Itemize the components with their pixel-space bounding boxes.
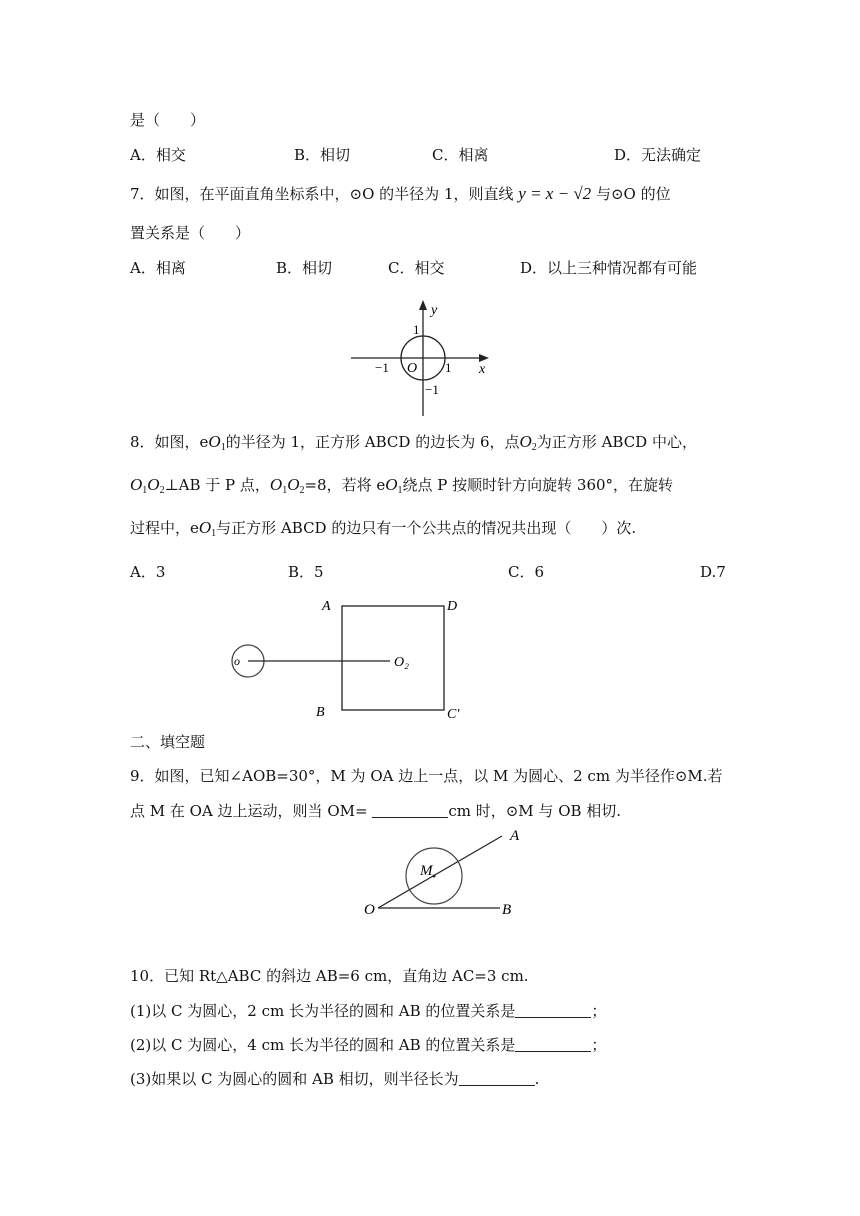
q10-part1 [130, 1001, 606, 1021]
q8-option-b: B．5 [288, 563, 324, 581]
y-label: y [431, 303, 438, 318]
q6-stem-tail: 是（ ） [130, 111, 206, 129]
q8-o1o2-a [130, 475, 165, 494]
q7-option-a: A．相离 [130, 259, 186, 277]
q6-option-a: A．相交 [130, 146, 186, 164]
q8-o1o2-b-o2: O [287, 475, 300, 494]
tick-label-y-neg1: −1 [425, 382, 439, 397]
square-abcd [342, 606, 444, 710]
center-m [433, 875, 436, 878]
q8-o1-symbol-2 [385, 475, 402, 494]
origin-label: O [407, 361, 418, 376]
label-a: A [322, 599, 331, 614]
q7-stem-line2: 置关系是（ ） [130, 224, 251, 242]
q8-l1-part3: 为正方形 ABCD 中心， [536, 433, 697, 451]
q8-o1-2-sub: 1 [397, 485, 403, 496]
q10-p3-text: (3)如果以 C 为圆心的圆和 AB 相切，则半径长为 [130, 1070, 459, 1088]
q10-p2-blank[interactable] [515, 1036, 591, 1052]
tick-label-x-1: 1 [445, 360, 452, 375]
q8-l1-part2: 的半径为 1，正方形 ABCD 的边长为 6，点 [225, 433, 520, 451]
q8-square-figure [222, 594, 472, 726]
q6-option-d: D．无法确定 [614, 146, 702, 164]
q10-part3 [130, 1069, 539, 1089]
q8-stem-line1 [130, 432, 697, 458]
q8-o1o2-a-o1: O [130, 475, 143, 494]
q8-o1-letter: O [208, 432, 221, 451]
section-title: 二、填空题 [130, 733, 206, 751]
q8-o2-symbol [520, 432, 537, 451]
q10-p3-end: . [534, 1070, 540, 1088]
q8-l3-part1: 过程中，e [130, 519, 199, 537]
q8-o1o2-a-s2: 2 [159, 485, 165, 496]
q8-o1-3-letter: O [198, 518, 212, 537]
q10-p1-text: (1)以 C 为圆心，2 cm 长为半径的圆和 AB 的位置关系是 [130, 1002, 516, 1020]
q10-p3-blank[interactable] [459, 1070, 535, 1086]
label-o2: O₂ [394, 655, 409, 670]
label-o1: o [234, 654, 240, 668]
label-c: C' [447, 707, 460, 722]
q10-stem: 10．已知 Rt△ABC 的斜边 AB=6 cm，直角边 AC=3 cm. [130, 967, 529, 985]
q8-o1-sub: 1 [220, 442, 226, 453]
q8-stem-line3 [130, 518, 636, 544]
q7-option-c: C．相交 [388, 259, 445, 277]
q8-l2-part1: ⊥AB 于 P 点， [164, 476, 270, 494]
q8-o1-symbol-3 [199, 518, 216, 537]
label-o: O [364, 902, 375, 918]
q8-l3-part2: 与正方形 ABCD 的边只有一个公共点的情况共出现（ ）次. [216, 519, 637, 537]
q9-stem-line1: 9．如图，已知∠AOB=30°，M 为 OA 边上一点，以 M 为圆心、2 cm 为半径作⊙M.若 [130, 767, 723, 785]
q7-stem-part2: 与⊙O 的位 [595, 185, 671, 203]
q7-option-d: D．以上三种情况都有可能 [520, 259, 698, 277]
q8-o1o2-b-o1: O [269, 475, 283, 494]
q10-p1-end: ； [591, 1002, 607, 1020]
x-axis-arrow-icon [479, 354, 489, 362]
q8-o1o2-a-s1: 1 [142, 485, 148, 496]
q7-coordinate-figure [345, 296, 495, 420]
tick-label-y-1: 1 [413, 322, 420, 337]
q8-option-d: D.7 [700, 563, 726, 581]
q9-answer-blank[interactable] [372, 802, 448, 818]
label-b: B [316, 705, 325, 720]
q9-l2-part1: 点 M 在 OA 边上运动，则当 OM= [130, 802, 368, 820]
tick-label-x-neg1: −1 [375, 360, 389, 375]
ray-oa [378, 836, 502, 908]
q8-o1-3-sub: 1 [211, 528, 217, 539]
q8-o2-letter: O [519, 432, 532, 451]
q8-l2-part3: 绕点 P 按顺时针方向旋转 360°，在旋转 [402, 476, 674, 494]
q8-o2-sub: 2 [531, 442, 537, 453]
q8-o1o2-a-o2: O [147, 475, 160, 494]
q8-o1-symbol [208, 432, 225, 451]
label-m: M [420, 863, 433, 879]
q7-equation: y = x − √2 [518, 184, 592, 203]
q10-p2-text: (2)以 C 为圆心，4 cm 长为半径的圆和 AB 的位置关系是 [130, 1036, 516, 1054]
q8-o1o2-b-s1: 1 [282, 485, 288, 496]
q7-stem-line1 [130, 184, 671, 204]
q8-option-c: C．6 [508, 563, 545, 581]
q7-option-b: B．相切 [276, 259, 333, 277]
q6-option-b: B．相切 [294, 146, 351, 164]
label-b: B [502, 902, 512, 918]
q8-l2-part2: =8，若将 e [304, 476, 386, 494]
q9-stem-line2 [130, 801, 621, 821]
q8-o1-2-letter: O [385, 475, 398, 494]
x-label: x [479, 362, 486, 377]
q7-stem-part1: 7．如图，在平面直角坐标系中，⊙O 的半径为 1，则直线 [130, 185, 514, 203]
q10-p2-end: ； [591, 1036, 607, 1054]
q10-p1-blank[interactable] [515, 1002, 591, 1018]
q8-stem-line2 [130, 475, 673, 501]
q9-l2-part2: cm 时，⊙M 与 OB 相切. [448, 802, 622, 820]
q8-l1-part1: 8．如图，e [130, 433, 209, 451]
q8-option-a: A．3 [130, 563, 166, 581]
q8-o1o2-b-s2: 2 [299, 485, 305, 496]
q10-part2 [130, 1035, 606, 1055]
label-a: A [510, 828, 520, 844]
q6-option-c: C．相离 [432, 146, 489, 164]
q8-o1o2-b [270, 475, 305, 494]
label-d: D [447, 599, 458, 614]
y-axis-arrow-icon [419, 300, 427, 310]
q9-angle-figure [356, 822, 526, 922]
